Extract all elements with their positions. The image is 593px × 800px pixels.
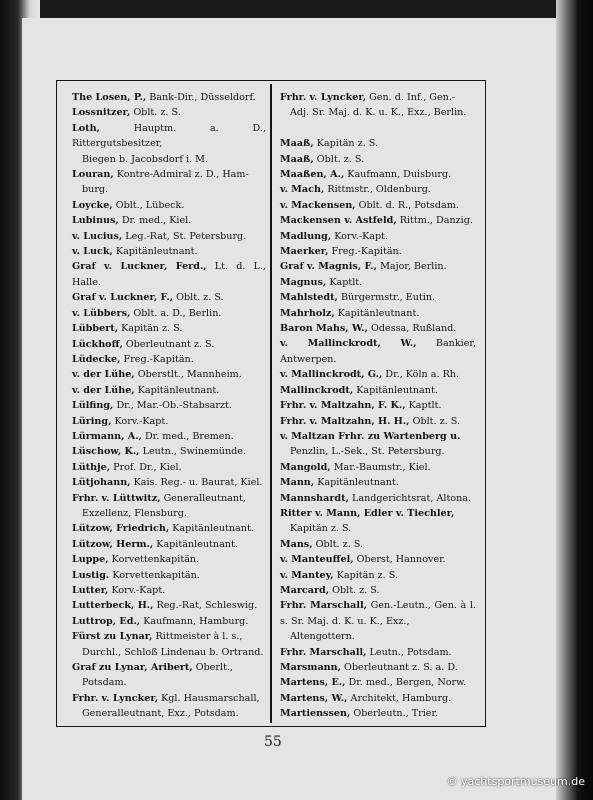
directory-entry	[72, 460, 266, 475]
directory-entry	[72, 90, 266, 105]
entry-name: Lürmann, A.,	[72, 430, 142, 442]
entry-name: Lübbert,	[72, 323, 119, 335]
directory-entry	[72, 475, 266, 490]
entry-name: Marsmann,	[280, 662, 341, 674]
directory-entry	[280, 198, 476, 213]
entry-name: v. der Lühe,	[72, 384, 135, 396]
entry-name: Frhr. v. Lyncker,	[72, 692, 159, 704]
entry-name: v. Lübbers,	[72, 307, 131, 319]
entry-name: Maaß,	[280, 153, 314, 165]
entry-details: Bank-Dir., Düsseldorf.	[149, 92, 256, 103]
entry-name: Lutterbeck, H.,	[72, 600, 154, 612]
directory-entry	[72, 229, 266, 244]
entry-details: Kaufmann, Duisburg.	[347, 169, 452, 181]
entry-details: Kapitänleutnant.	[337, 307, 420, 319]
entry-details: Prof. Dr., Kiel.	[113, 461, 182, 473]
directory-entry	[280, 121, 476, 136]
entry-name: Graf v. Luckner, Ferd.,	[72, 261, 207, 273]
entry-name: Lüthje,	[72, 461, 111, 473]
directory-entry	[72, 598, 266, 613]
entry-continuation: Generalleutnant, Exz., Potsdam.	[82, 708, 239, 720]
entry-details: Dr., Köln a. Rh.	[385, 369, 460, 381]
directory-entry	[72, 367, 266, 382]
entry-name: Maerker,	[280, 246, 329, 258]
entry-continuation: Altengottern.	[290, 631, 355, 643]
entry-name: v. Mallinckrodt, W.,	[280, 338, 417, 350]
entry-details: Lt. d. L., Halle.	[72, 261, 266, 288]
directory-entry	[280, 660, 476, 675]
entry-name: Frhr. v. Lüttwitz,	[72, 492, 161, 504]
directory-entry	[72, 105, 266, 120]
directory-entry	[72, 321, 266, 336]
entry-details: Leutn., Swinemünde.	[142, 446, 247, 458]
entry-name: v. Manteuffel,	[280, 554, 354, 566]
entry-details: Korv.-Kapt.	[111, 585, 166, 596]
entry-name: v. Mackensen,	[280, 199, 356, 211]
directory-entry	[280, 167, 476, 182]
entry-name: Lustig.	[72, 569, 110, 581]
entry-name: v. Maltzan Frhr. zu Wartenberg u.	[280, 430, 461, 442]
directory-entry	[72, 121, 266, 167]
directory-entry	[280, 213, 476, 228]
entry-continuation: Kapitän z. S.	[290, 523, 352, 535]
entry-details: Freg.-Kapitän.	[123, 353, 194, 365]
entry-details: Dr. med., Kiel.	[121, 215, 192, 227]
entry-details: Leg.-Rat, St. Petersburg.	[125, 230, 247, 242]
entry-details: Korvettenkapitän.	[111, 554, 200, 566]
entry-details: Korv.-Kapt.	[114, 415, 169, 427]
directory-entry	[280, 259, 476, 274]
directory-entry	[280, 182, 476, 197]
directory-entry	[280, 367, 476, 382]
directory-entry	[72, 306, 266, 321]
entry-name: Lülfing,	[72, 400, 114, 412]
directory-entry	[280, 475, 476, 490]
directory-entry	[280, 645, 476, 660]
entry-details: Dr. med., Bremen.	[144, 430, 234, 442]
entry-name: v. der Lühe,	[72, 369, 135, 381]
directory-entry	[72, 213, 266, 228]
entry-details: Dr. med., Bergen, Norw.	[348, 677, 467, 689]
directory-entry	[72, 414, 266, 429]
directory-entry	[280, 290, 476, 305]
entry-name: Frhr. Marschall,	[280, 646, 367, 658]
entry-details: Oblt., Lübeck.	[115, 199, 185, 211]
entry-continuation: Biegen b. Jacobsdorf i. M.	[82, 153, 209, 165]
entry-details: Kapitän z. S.	[121, 323, 183, 335]
entry-name: Luppe,	[72, 554, 109, 566]
entry-name: Graf v. Luckner, F.,	[72, 292, 174, 304]
directory-entry	[280, 568, 476, 583]
directory-entry	[72, 660, 266, 691]
entry-name: Frhr. Marschall,	[280, 600, 368, 612]
entry-name: Luttrop, Ed.,	[72, 615, 141, 627]
directory-entry	[72, 383, 266, 398]
entry-name: Lützow, Herm.,	[72, 538, 154, 550]
directory-entry	[72, 398, 266, 413]
entry-name: Loycke,	[72, 199, 113, 211]
entry-details: Dr., Mar.-Ob.-Stabsarzt.	[116, 400, 232, 412]
entry-details: Kaptlt.	[329, 276, 363, 288]
entry-details: Bürgermstr., Eutin.	[340, 292, 436, 304]
entry-name: v. Luck,	[72, 246, 113, 258]
entry-details: Rittmstr., Oldenburg.	[327, 184, 431, 196]
entry-name: Madlung,	[280, 230, 332, 242]
directory-entry	[72, 552, 266, 567]
book-page-edge	[556, 0, 593, 800]
entry-name: Frhr. v. Maltzahn, F. K.,	[280, 400, 406, 412]
entry-name: Frhr. v. Maltzahn, H. H.,	[280, 415, 410, 427]
entry-name: Graf zu Lynar, Aribert,	[72, 662, 193, 674]
entry-name: Maaßen, A.,	[280, 169, 345, 181]
entry-name: Lützow, Friedrich,	[72, 523, 170, 535]
entry-name: Louran,	[72, 169, 114, 181]
entry-details: Oberst, Hannover.	[356, 554, 446, 566]
entry-details: Rittm., Danzig.	[399, 215, 473, 227]
entry-details: Oblt. z. S.	[176, 292, 224, 304]
directory-entry	[72, 429, 266, 444]
directory-entry	[280, 229, 476, 244]
directory-entry	[72, 337, 266, 352]
entry-details: Freg.-Kapitän.	[331, 246, 402, 258]
entry-name: Magnus,	[280, 276, 327, 288]
directory-entry	[280, 90, 476, 121]
left-column	[72, 90, 266, 722]
entry-name: Mackensen v. Astfeld,	[280, 215, 397, 227]
entry-details: Kapitän z. S.	[336, 569, 399, 581]
entry-name: Loth,	[72, 122, 100, 134]
entry-details: Kapitänleutnant.	[115, 246, 198, 258]
directory-entry	[280, 152, 476, 167]
directory-entry	[72, 491, 266, 522]
entry-details: Oblt. a. D., Berlin.	[133, 307, 222, 319]
entry-name: Martienssen,	[280, 708, 351, 720]
directory-entry	[72, 167, 266, 198]
entry-details: Rittmeister à l. s.,	[155, 631, 243, 643]
entry-details: Oblt. z. S.	[315, 538, 364, 550]
directory-entry	[72, 568, 266, 583]
entry-details: Kais. Reg.- u. Baurat, Kiel.	[133, 477, 263, 489]
directory-entry	[72, 629, 266, 660]
entry-details: Oberlt.,	[195, 662, 234, 674]
directory-entry	[72, 691, 266, 722]
entry-details: Kapitänleutnant.	[137, 384, 220, 396]
directory-entry	[280, 552, 476, 567]
entry-continuation: Exzellenz, Flensburg.	[82, 507, 187, 519]
entry-name: Mahrholz,	[280, 307, 335, 319]
entry-name: Marcard,	[280, 584, 330, 596]
entry-details: Landgerichtsrat, Altona.	[351, 492, 472, 504]
entry-details: Odessa, Rußland.	[371, 323, 457, 335]
entry-name: v. Mantey,	[280, 569, 334, 581]
directory-entry	[280, 691, 476, 706]
entry-name: Baron Mahs, W.,	[280, 323, 368, 335]
directory-entry	[280, 244, 476, 259]
entry-details: Korvettenkapitän.	[112, 569, 200, 581]
entry-continuation: Potsdam.	[82, 677, 127, 689]
entry-name: v. Lucius,	[72, 230, 123, 242]
entry-name: Frhr. v. Lyncker,	[280, 92, 367, 103]
entry-name: Fürst zu Lynar,	[72, 631, 153, 643]
entry-name: Martens, E.,	[280, 677, 346, 689]
directory-entry	[72, 244, 266, 259]
entry-name: Maaß,	[280, 138, 314, 150]
entry-details: Oblt. z. S.	[412, 415, 461, 427]
entry-details: Oberstlt., Mannheim.	[137, 369, 242, 381]
directory-entry	[72, 198, 266, 213]
entry-continuation: Adj. Sr. Maj. d. K. u. K., Exz., Berlin.	[290, 107, 467, 119]
entry-details: Bankier, Antwerpen.	[280, 338, 476, 365]
directory-entry	[72, 521, 266, 536]
entry-details: Architekt, Hamburg.	[350, 692, 452, 704]
entry-name: Graf v. Magnis, F.,	[280, 261, 377, 273]
entry-name: Martens, W.,	[280, 692, 348, 704]
entry-details: Oberleutnant z. S.	[125, 338, 215, 350]
entry-continuation: Penzlin, L.-Sek., St. Petersburg.	[290, 446, 445, 458]
entry-name: Lossnitzer,	[72, 107, 131, 119]
entry-name: Ritter v. Mann, Edler v. Tiechler,	[280, 507, 455, 519]
directory-entry	[72, 290, 266, 305]
directory-entry	[280, 583, 476, 598]
entry-name: Mallinckrodt,	[280, 384, 354, 396]
directory-entry	[280, 414, 476, 429]
page-number: 55	[264, 734, 282, 750]
entry-details: Korv.-Kapt.	[334, 230, 389, 242]
entry-name: v. Mallinckrodt, G.,	[280, 369, 383, 381]
directory-entry	[72, 583, 266, 598]
entry-details: Oblt. z. S.	[133, 107, 181, 119]
right-column	[280, 90, 476, 722]
entry-details: Kapitänleutnant.	[317, 477, 399, 489]
directory-entry	[72, 614, 266, 629]
directory-entry	[280, 136, 476, 151]
entry-details: Kapitänleutnant.	[172, 523, 254, 535]
column-divider	[270, 84, 272, 723]
entry-details: Hauptm. a. D., Rittergutsbesitzer,	[72, 122, 266, 150]
entry-name: Mans,	[280, 538, 313, 550]
entry-name: The Losen, P.,	[72, 92, 147, 103]
directory-entry	[280, 275, 476, 290]
directory-entry	[280, 506, 476, 537]
directory-entry	[280, 598, 476, 644]
entry-details: Leutn., Potsdam.	[369, 646, 452, 658]
entry-name: Mahlstedt,	[280, 292, 338, 304]
directory-entry	[280, 306, 476, 321]
entry-details: Kontre-Admiral z. D., Ham-	[116, 169, 249, 181]
entry-details: Mar.-Baumstr., Kiel.	[333, 461, 431, 473]
entry-name: Lütjohann,	[72, 477, 131, 489]
directory-entry	[280, 537, 476, 552]
entry-name: Mannshardt,	[280, 492, 349, 504]
directory-entry	[280, 321, 476, 336]
entry-details: Gen.-Leutn., Gen. à l. s. Sr. Maj. d. K. u. K., Exz.,	[280, 600, 476, 627]
entry-details: Oblt. z. S.	[316, 153, 365, 165]
entry-details: Oberleutnant z. S. a. D.	[344, 662, 458, 674]
directory-entry	[72, 537, 266, 552]
entry-details: Major, Berlin.	[380, 261, 447, 273]
entry-details: Generalleutnant,	[163, 492, 246, 504]
entry-details: Reg.-Rat, Schleswig.	[156, 600, 258, 612]
entry-details: Kaufmann, Hamburg.	[143, 615, 249, 627]
entry-continuation: Durchl., Schloß Lindenau b. Ortrand.	[82, 646, 264, 658]
entry-continuation: burg.	[82, 184, 109, 196]
entry-details: Oblt. d. R., Potsdam.	[358, 199, 459, 211]
directory-entry	[72, 444, 266, 459]
directory-entry	[280, 336, 476, 367]
entry-details: Kapitänleutnant.	[156, 538, 238, 550]
entry-name: Lückhoff,	[72, 338, 123, 350]
entry-details: Gen. d. Inf., Gen.-	[369, 92, 456, 103]
entry-name: Mangold,	[280, 461, 331, 473]
entry-details: Kaptlt.	[408, 400, 442, 412]
directory-entry	[280, 491, 476, 506]
directory-entry	[280, 429, 476, 460]
entry-details: Kapitänleutnant.	[356, 384, 438, 396]
directory-entry	[280, 460, 476, 475]
directory-entry	[280, 383, 476, 398]
entry-name: Mann,	[280, 477, 315, 489]
entry-details: Kgl. Hausmarschall,	[161, 692, 260, 704]
directory-entry	[280, 706, 476, 721]
entry-name: Lutter,	[72, 585, 109, 596]
directory-entry	[72, 352, 266, 367]
entry-name: Lüdecke,	[72, 353, 121, 365]
entry-details: Oberleutn., Trier.	[353, 708, 439, 720]
watermark-text: © yachtsportmuseum.de	[446, 775, 585, 788]
directory-entry	[72, 259, 266, 290]
directory-entry	[280, 675, 476, 690]
entry-details: Kapitän z. S.	[316, 138, 379, 150]
entry-name: Lüring,	[72, 415, 112, 427]
entry-name: Lüschow, K.,	[72, 446, 140, 458]
entry-name: Lubinus,	[72, 215, 119, 227]
entry-details: Oblt. z. S.	[332, 584, 380, 596]
entry-name: v. Mach,	[280, 184, 325, 196]
directory-entry	[280, 398, 476, 413]
